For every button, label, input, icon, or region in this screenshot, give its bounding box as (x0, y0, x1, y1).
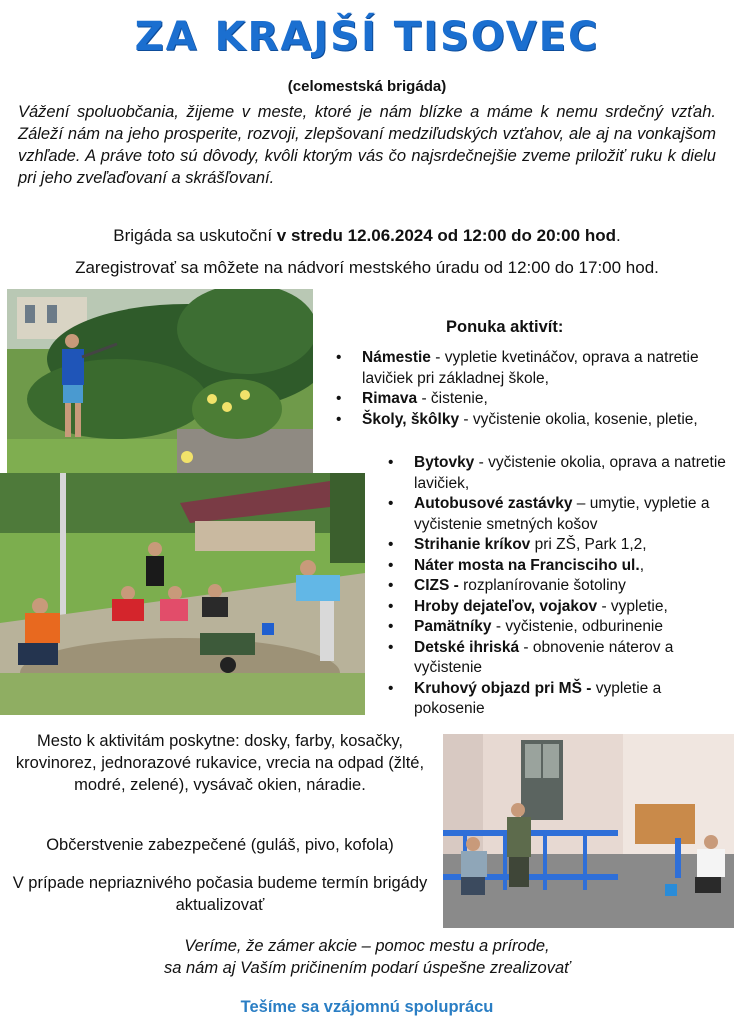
item-name: Bytovky (414, 454, 475, 471)
item-desc: - vyčistenie okolia, oprava a natretie lavičiek, (414, 454, 726, 492)
list-item (388, 494, 728, 535)
event-prefix: Brigáda sa uskutoční (113, 226, 277, 245)
refreshments-note: Občerstvenie zabezpečené (guláš, pivo, kofola) (46, 836, 394, 854)
item-desc: - vypletie kvetináčov, oprava a natretie lavičiek pri základnej škole, (362, 349, 699, 387)
list-item (336, 348, 728, 389)
item-desc: , (639, 556, 644, 574)
photo-railing-painting (443, 734, 734, 928)
item-desc: - vypletie, (597, 597, 668, 615)
item-desc: rozplanírovanie šotoliny (458, 577, 626, 594)
item-name: Strihanie kríkov (414, 536, 531, 553)
footer-text: Tešíme sa vzájomnú spoluprácu (240, 998, 494, 1016)
item-desc: – umytie, vypletie a vyčistenie smetných košov (414, 495, 710, 533)
list-item (336, 389, 728, 410)
item-desc: - čistenie, (417, 390, 488, 407)
item-name: Pamätníky (414, 618, 492, 635)
closing-line-2: sa nám aj Vaším pričinením podarí úspešne zrealizovať (163, 959, 570, 977)
item-desc: vypletie a pokosenie (414, 679, 662, 717)
registration-line: Zaregistrovať sa môžete na nádvorí mestského úradu od 12:00 do 17:00 hod. (75, 258, 659, 277)
closing-text (0, 935, 734, 979)
closing-line-1: Veríme, že zámer akcie – pomoc mestu a prírode, (184, 937, 550, 955)
list-item (388, 597, 728, 618)
item-name: CIZS - (414, 577, 459, 594)
item-name: Námestie (362, 349, 431, 366)
provided-materials: Mesto k aktivitám poskytne: dosky, farby, kosačky, krovinorez, jednorazové rukavice, vrecia na odpad (žlté, modré, zelené), vysávač okien, náradie. (15, 732, 425, 794)
list-item (388, 453, 728, 494)
photo-shrub-trimming (7, 289, 313, 473)
item-name: Školy, škôlky (362, 410, 460, 428)
item-name: Autobusové zastávky (414, 495, 573, 512)
event-date-line (0, 226, 734, 246)
list-item (388, 617, 728, 638)
list-item (388, 679, 728, 720)
photo-group-weeding (0, 473, 365, 715)
list-item (388, 576, 728, 597)
list-item (388, 535, 728, 556)
list-item (336, 410, 728, 431)
offer-list-bottom (388, 453, 728, 720)
item-name: Kruhový objazd pri MŠ - (414, 679, 592, 697)
item-name: Náter mosta na Francisciho ul. (414, 556, 640, 574)
item-name: Detské ihriská (414, 638, 520, 656)
item-desc: pri ZŠ, Park 1,2, (530, 536, 647, 553)
intro-paragraph: Vážení spoluobčania, žijeme v meste, ktoré je nám blízke a máme k nemu srdečný vzťah. Záleží nám na jeho prosperite, rozvoji, zlepšovaní medziľudských vzťahov, ale aj na vonkajšom vzhľade. A práve toto sú dôvody, kvôli ktorým vás čo najsrdečnejšie zveme priložiť ruku k dielu pri jeho zveľaďovaní a skrášľovaní. (18, 103, 716, 187)
item-name: Rimava (362, 390, 418, 407)
page-subtitle: (celomestská brigáda) (287, 78, 447, 95)
page-title: ZA KRAJŠÍ TISOVEC (134, 14, 600, 60)
weather-note: V prípade nepriaznivého počasia budeme termín brigády aktualizovať (12, 874, 428, 914)
offer-heading: Ponuka aktivít: (446, 318, 564, 336)
event-when: v stredu 12.06.2024 od 12:00 do 20:00 hod (276, 226, 616, 245)
item-name: Hroby dejateľov, vojakov (414, 597, 598, 615)
list-item (388, 638, 728, 679)
item-desc: - vyčistenie, odburinenie (491, 618, 664, 635)
list-item (388, 556, 728, 577)
event-suffix: . (615, 226, 621, 245)
offer-list-top (336, 348, 728, 430)
item-desc: - vyčistenie okolia, kosenie, pletie, (459, 410, 698, 428)
item-desc: - obnovenie náterov a vyčistenie (414, 638, 674, 676)
